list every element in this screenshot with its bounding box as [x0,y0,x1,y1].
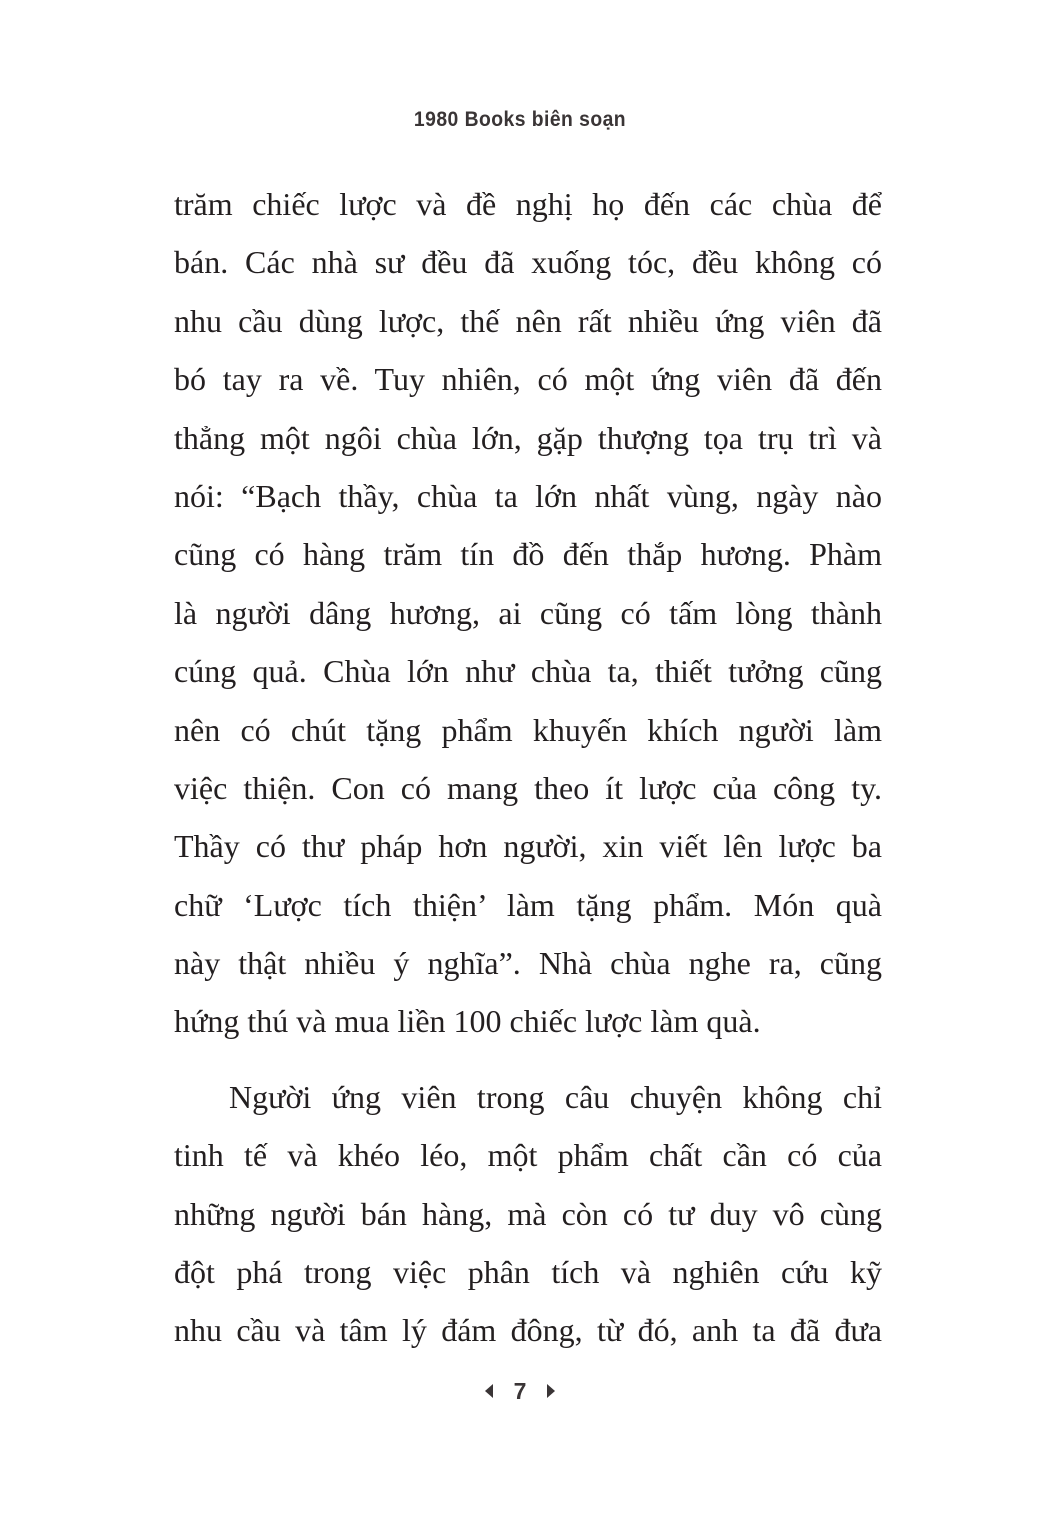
text-line: bó tay ra về. Tuy nhiên, có một ứng viên đã đến [174,361,882,398]
body-text [174,175,882,1360]
text-line: Thầy có thư pháp hơn người, xin viết lên lược ba [174,828,882,865]
page-number: 7 [513,1378,527,1404]
text-line: nhu cầu và tâm lý đám đông, từ đó, anh ta đã đưa [174,1312,882,1349]
text-line: tinh tế và khéo léo, một phẩm chất cần có của [174,1137,882,1174]
page-footer [0,1378,1040,1405]
text-line: chữ ‘Lược tích thiện’ làm tặng phẩm. Món quà [174,886,882,923]
text-line: là người dâng hương, ai cũng có tấm lòng thành [174,594,882,631]
triangle-left-icon [485,1384,493,1398]
text-line: trăm chiếc lược và đề nghị họ đến các chùa để [174,186,882,222]
text-line: cũng có hàng trăm tín đồ đến thắp hương. Phàm [174,536,882,573]
text-line: cúng quả. Chùa lớn như chùa ta, thiết tưởng cũng [174,653,882,690]
text-line: nhu cầu dùng lược, thế nên rất nhiều ứng viên đã [174,302,882,339]
paragraph-2 [174,1068,882,1360]
text-line: việc thiện. Con có mang theo ít lược của công ty. [174,769,882,806]
text-line: Người ứng viên trong câu chuyện không chỉ [229,1078,882,1115]
paragraph-1 [174,175,882,1051]
running-header: 1980 Books biên soạn [413,108,627,131]
text-line: hứng thú và mua liền 100 chiếc lược làm quà. [174,1003,761,1040]
triangle-right-icon [547,1384,555,1398]
text-line: những người bán hàng, mà còn có tư duy vô cùng [174,1195,882,1232]
text-line: nên có chút tặng phẩm khuyến khích người làm [174,711,882,748]
text-line: bán. Các nhà sư đều đã xuống tóc, đều không có [174,244,882,281]
text-line: thẳng một ngôi chùa lớn, gặp thượng tọa trụ trì và [174,419,882,456]
text-line: đột phá trong việc phân tích và nghiên cứu kỹ [174,1254,882,1291]
text-line: này thật nhiều ý nghĩa”. Nhà chùa nghe ra, cũng [174,945,882,982]
text-line: nói: “Bạch thầy, chùa ta lớn nhất vùng, ngày nào [174,477,882,514]
